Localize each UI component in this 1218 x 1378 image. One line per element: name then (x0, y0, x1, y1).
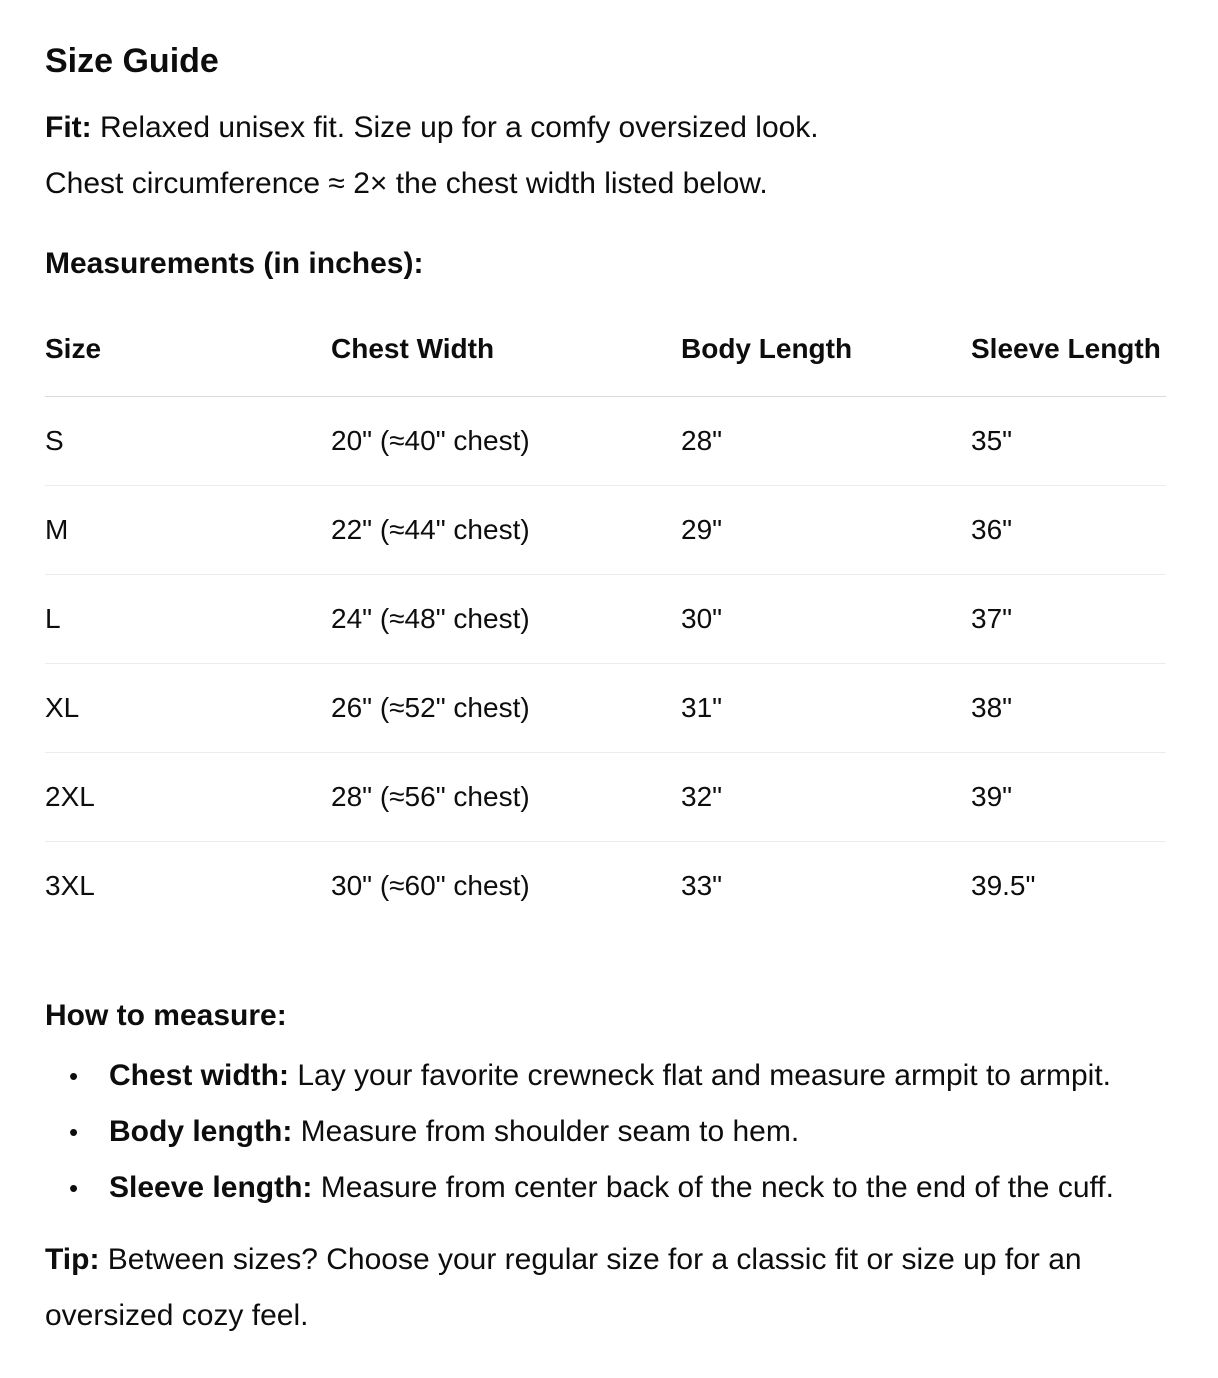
cell-chest-width: 22" (≈44" chest) (331, 486, 681, 575)
fit-section (45, 100, 1166, 212)
cell-size: S (45, 397, 331, 486)
table-row (45, 664, 1166, 753)
item-text: Measure from shoulder seam to hem. (292, 1115, 800, 1148)
cell-size: XL (45, 664, 331, 753)
fit-text: Relaxed unisex fit. Size up for a comfy oversized look. (91, 111, 819, 144)
item-text: Lay your favorite crewneck flat and measure armpit to armpit. (289, 1059, 1112, 1092)
cell-sleeve-length: 35" (971, 397, 1166, 486)
chest-note: Chest circumference ≈ 2× the chest width listed below. (45, 167, 768, 200)
cell-chest-width: 20" (≈40" chest) (331, 397, 681, 486)
bullet-icon: • (69, 1173, 79, 1203)
table-header-row (45, 332, 1166, 397)
item-text: Measure from center back of the neck to the end of the cuff. (312, 1171, 1114, 1204)
cell-body-length: 32" (681, 753, 971, 842)
cell-sleeve-length: 39" (971, 753, 1166, 842)
header-size: Size (45, 332, 331, 397)
cell-body-length: 28" (681, 397, 971, 486)
measurements-heading: Measurements (in inches): (45, 247, 424, 280)
how-to-measure-list (45, 1048, 1166, 1216)
cell-body-length: 29" (681, 486, 971, 575)
cell-sleeve-length: 37" (971, 575, 1166, 664)
list-item (69, 1160, 1166, 1216)
list-item (69, 1104, 1166, 1160)
cell-size: 3XL (45, 870, 95, 901)
page-title: Size Guide (45, 42, 219, 80)
bullet-icon: • (69, 1061, 79, 1091)
cell-body-length: 30" (681, 575, 971, 664)
cell-size: 2XL (45, 753, 331, 842)
item-label: Body length: (109, 1115, 293, 1148)
cell-chest-width: 30" (≈60" chest) (331, 870, 530, 901)
cell-chest-width: 26" (≈52" chest) (331, 664, 681, 753)
header-sleeve-length: Sleeve Length (971, 332, 1166, 397)
table-row (45, 397, 1166, 486)
table-row (45, 486, 1166, 575)
fit-line (45, 100, 1166, 156)
tip-paragraph (45, 1232, 1166, 1344)
tip-label: Tip: (45, 1243, 100, 1276)
cell-size: M (45, 486, 331, 575)
cell-chest-width: 28" (≈56" chest) (331, 753, 681, 842)
cell-sleeve-length: 36" (971, 486, 1166, 575)
tip-text: Between sizes? Choose your regular size for a classic fit or size up for an oversized cozy feel. (45, 1243, 1082, 1332)
size-table (45, 332, 1166, 930)
table-row (45, 575, 1166, 664)
table-row (45, 842, 1166, 931)
fit-label: Fit: (45, 111, 92, 144)
cell-body-length: 31" (681, 664, 971, 753)
cell-sleeve-length: 38" (971, 664, 1166, 753)
cell-body-length: 33" (681, 870, 723, 901)
cell-sleeve-length: 39.5" (971, 870, 1036, 901)
item-label: Chest width: (109, 1059, 289, 1092)
header-chest-width: Chest Width (331, 332, 681, 397)
cell-size: L (45, 575, 331, 664)
list-item (69, 1048, 1166, 1104)
header-body-length: Body Length (681, 332, 971, 397)
cell-chest-width: 24" (≈48" chest) (331, 575, 681, 664)
bullet-icon: • (69, 1117, 79, 1147)
item-label: Sleeve length: (109, 1171, 313, 1204)
table-row (45, 753, 1166, 842)
how-to-measure-heading: How to measure: (45, 999, 287, 1032)
